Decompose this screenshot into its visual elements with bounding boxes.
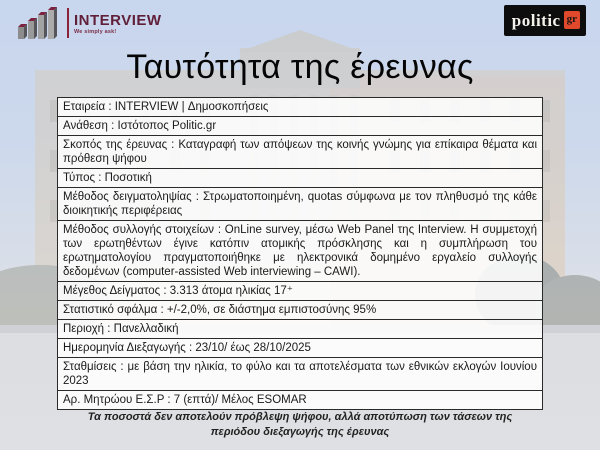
interview-logo [16, 5, 162, 41]
table-row-sampling-method: Μέθοδος δειγματοληψίας : Στρωματοποιημένη, quotas σύμφωνα με τον πληθυσμό της κάθε διοικητικής περιφέρειας [58, 188, 542, 221]
disclaimer-note: Τα ποσοστά δεν αποτελούν πρόβλεψη ψήφου, αλλά αποτύπωση των τάσεων της περιόδου διεξαγωγής της έρευνας [87, 411, 513, 438]
table-row-company: Εταιρεία : INTERVIEW | Δημοσκοπήσεις [58, 98, 542, 117]
page-title: Ταυτότητα της έρευνας [126, 48, 474, 86]
logo-separator [67, 8, 69, 38]
table-row-purpose: Σκοπός της έρευνας : Καταγραφή των απόψεων της κοινής γνώμης για επίκαιρα θέματα και πρόθεση ψήφου [58, 136, 542, 169]
table-row-statistical-error: Στατιστικό σφάλμα : +/-2,0%, σε διάστημα εμπιστοσύνης 95% [58, 301, 542, 320]
table-row-collection-method: Μέθοδος συλλογής στοιχείων : OnLine survey, μέσω Web Panel της Interview. Η συμμετοχή των ερωτηθέντων έγινε κατόπιν ατομικής πρόσκλησης και η συμπλήρωση του ερωτηματολογίου πραγματοποιήθηκε με ηλεκτρονικά δομημένο εργαλείο συλλογής δεδομένων (computer-assisted Web interviewing – CAWI). [58, 221, 542, 282]
table-row-registry: Αρ. Μητρώου Ε.Σ.Ρ : 7 (επτά)/ Μέλος ESOMAR [58, 391, 542, 409]
table-row-sample-size: Μέγεθος Δείγματος : 3.313 άτομα ηλικίας 17⁺ [58, 282, 542, 301]
table-row-area: Περιοχή : Πανελλαδική [58, 320, 542, 339]
table-row-dates: Ημερομηνία Διεξαγωγής : 23/10/ έως 28/10/2025 [58, 339, 542, 358]
table-row-type: Τύπος : Ποσοτική [58, 169, 542, 188]
header [0, 0, 600, 44]
interview-logo-name: INTERVIEW [74, 11, 162, 29]
bar-chart-logo-icon [16, 5, 62, 41]
table-row-commissioner: Ανάθεση : Ιστότοπος Politic.gr [58, 117, 542, 136]
survey-identity-table [57, 97, 543, 410]
interview-logo-tagline: We simply ask! [74, 28, 117, 35]
table-row-weighting: Σταθμίσεις : με βάση την ηλικία, το φύλο και τα αποτελέσματα των εθνικών εκλογών Ιουνίου 2023 [58, 358, 542, 391]
politic-logo [504, 5, 586, 36]
politic-logo-name: politic [511, 10, 561, 30]
politic-logo-gr-badge: gr [564, 11, 580, 29]
